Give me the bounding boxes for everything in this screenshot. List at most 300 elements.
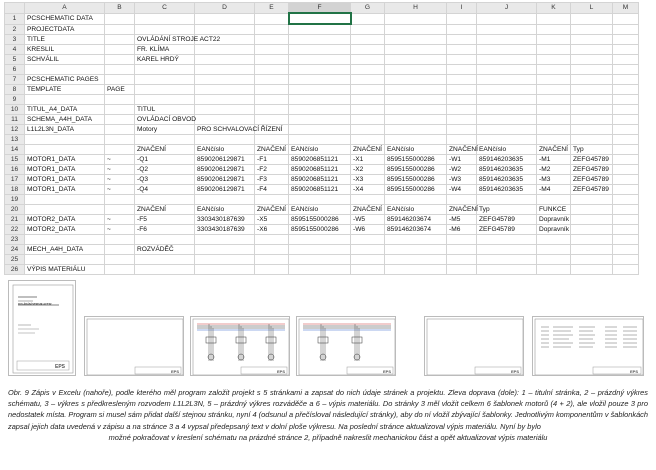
cell[interactable]: 3303430187639: [195, 225, 255, 235]
cell[interactable]: [289, 195, 351, 205]
cell[interactable]: [25, 65, 105, 75]
cell[interactable]: [289, 24, 351, 35]
cell[interactable]: -X2: [351, 165, 385, 175]
cell[interactable]: [477, 95, 537, 105]
cell[interactable]: [195, 85, 255, 95]
cell[interactable]: [255, 235, 289, 245]
cell[interactable]: 8595155000286: [385, 155, 447, 165]
cell[interactable]: [105, 115, 135, 125]
cell[interactable]: [477, 45, 537, 55]
cell[interactable]: [571, 195, 613, 205]
cell[interactable]: [195, 105, 255, 115]
cell[interactable]: [385, 195, 447, 205]
cell[interactable]: [351, 115, 385, 125]
cell[interactable]: ZNAČENÍ: [255, 145, 289, 155]
cell[interactable]: [613, 225, 639, 235]
cell[interactable]: [447, 105, 477, 115]
cell[interactable]: [289, 265, 351, 275]
row-header[interactable]: 23: [5, 235, 25, 245]
cell[interactable]: [289, 235, 351, 245]
cell[interactable]: [105, 95, 135, 105]
column-header-l[interactable]: L: [571, 3, 613, 14]
cell[interactable]: [613, 185, 639, 195]
cell[interactable]: [255, 265, 289, 275]
cell[interactable]: [105, 13, 135, 24]
cell[interactable]: [135, 65, 195, 75]
cell[interactable]: [477, 195, 537, 205]
cell[interactable]: TITUL_A4_DATA: [25, 105, 105, 115]
cell[interactable]: [571, 75, 613, 85]
cell[interactable]: [571, 245, 613, 255]
cell[interactable]: [289, 85, 351, 95]
cell[interactable]: [613, 45, 639, 55]
cell[interactable]: ZNAČENÍ: [447, 205, 477, 215]
cell[interactable]: [351, 135, 385, 145]
cell[interactable]: [613, 265, 639, 275]
column-header-h[interactable]: H: [385, 3, 447, 14]
cell[interactable]: ZNAČENÍ: [135, 145, 195, 155]
cell[interactable]: ZNAČENÍ: [447, 145, 477, 155]
cell[interactable]: ZEFG45789: [571, 175, 613, 185]
cell[interactable]: [537, 255, 571, 265]
cell[interactable]: [613, 145, 639, 155]
cell[interactable]: [447, 35, 477, 45]
cell[interactable]: EANčíslo: [289, 205, 351, 215]
cell[interactable]: [537, 115, 571, 125]
cell[interactable]: ZNAČENÍ: [135, 205, 195, 215]
cell[interactable]: [105, 255, 135, 265]
cell[interactable]: [537, 135, 571, 145]
cell[interactable]: [351, 95, 385, 105]
row-header[interactable]: 16: [5, 165, 25, 175]
cell[interactable]: [571, 135, 613, 145]
column-header-e[interactable]: E: [255, 3, 289, 14]
cell[interactable]: [135, 265, 195, 275]
row-header[interactable]: 17: [5, 175, 25, 185]
cell[interactable]: [477, 115, 537, 125]
cell[interactable]: [477, 65, 537, 75]
cell[interactable]: [613, 35, 639, 45]
cell[interactable]: 3303430187639: [195, 215, 255, 225]
cell[interactable]: -M5: [447, 215, 477, 225]
cell[interactable]: [571, 105, 613, 115]
thumbnail-blank-schematic[interactable]: [84, 316, 184, 376]
cell[interactable]: [477, 235, 537, 245]
cell[interactable]: -F5: [135, 215, 195, 225]
cell[interactable]: -W6: [351, 225, 385, 235]
cell[interactable]: [25, 255, 105, 265]
cell[interactable]: [613, 165, 639, 175]
cell[interactable]: MOTOR1_DATA: [25, 165, 105, 175]
cell[interactable]: [537, 45, 571, 55]
cell[interactable]: [255, 105, 289, 115]
cell[interactable]: [613, 105, 639, 115]
cell[interactable]: 8590206851121: [289, 155, 351, 165]
cell[interactable]: [571, 85, 613, 95]
cell[interactable]: [613, 255, 639, 265]
cell[interactable]: KAREL HRDÝ: [135, 55, 195, 65]
cell[interactable]: ROZVÁDĚČ: [135, 245, 195, 255]
cell[interactable]: [385, 125, 447, 135]
cell[interactable]: -Q3: [135, 175, 195, 185]
cell[interactable]: [537, 85, 571, 95]
cell[interactable]: [571, 65, 613, 75]
cell[interactable]: [255, 115, 289, 125]
cell[interactable]: [385, 35, 447, 45]
cell[interactable]: [613, 215, 639, 225]
cell[interactable]: [351, 195, 385, 205]
cell[interactable]: [477, 125, 537, 135]
cell[interactable]: [195, 65, 255, 75]
thumbnail-blank-switchboard[interactable]: [424, 316, 524, 376]
cell[interactable]: [477, 24, 537, 35]
cell[interactable]: ZNAČENÍ: [537, 145, 571, 155]
cell[interactable]: [447, 55, 477, 65]
cell[interactable]: -X1: [351, 155, 385, 165]
cell[interactable]: [351, 75, 385, 85]
cell[interactable]: [351, 55, 385, 65]
cell[interactable]: [351, 105, 385, 115]
cell[interactable]: [571, 24, 613, 35]
column-header-k[interactable]: K: [537, 3, 571, 14]
cell[interactable]: [571, 45, 613, 55]
row-header[interactable]: 15: [5, 155, 25, 165]
cell[interactable]: ZEFG45789: [571, 165, 613, 175]
cell[interactable]: [571, 125, 613, 135]
thumbnail-title-page[interactable]: [8, 280, 76, 376]
cell[interactable]: ZNAČENÍ: [351, 205, 385, 215]
cell[interactable]: [105, 65, 135, 75]
cell[interactable]: [105, 105, 135, 115]
cell[interactable]: ZEFG45789: [477, 225, 537, 235]
cell[interactable]: [447, 75, 477, 85]
cell[interactable]: [195, 45, 255, 55]
cell[interactable]: [255, 55, 289, 65]
cell[interactable]: -F6: [135, 225, 195, 235]
cell[interactable]: 859146203674: [385, 225, 447, 235]
cell[interactable]: [195, 55, 255, 65]
cell[interactable]: [135, 75, 195, 85]
cell[interactable]: [195, 24, 255, 35]
cell[interactable]: [289, 35, 351, 45]
cell[interactable]: [613, 195, 639, 205]
cell[interactable]: [447, 65, 477, 75]
cell[interactable]: FUNKCE: [537, 205, 571, 215]
cell[interactable]: [351, 45, 385, 55]
cell[interactable]: [105, 55, 135, 65]
cell[interactable]: [195, 245, 255, 255]
cell[interactable]: ZEFG45789: [477, 215, 537, 225]
cell[interactable]: Typ: [477, 205, 537, 215]
cell[interactable]: [25, 95, 105, 105]
cell[interactable]: [135, 95, 195, 105]
cell[interactable]: 8595155000286: [289, 215, 351, 225]
cell[interactable]: -Q2: [135, 165, 195, 175]
cell[interactable]: ZEFG45789: [571, 155, 613, 165]
cell[interactable]: [385, 85, 447, 95]
cell[interactable]: [477, 245, 537, 255]
cell[interactable]: [571, 95, 613, 105]
cell[interactable]: [105, 195, 135, 205]
cell[interactable]: [537, 235, 571, 245]
cell[interactable]: [571, 235, 613, 245]
cell[interactable]: ~: [105, 155, 135, 165]
cell[interactable]: [571, 215, 613, 225]
cell[interactable]: -Q1: [135, 155, 195, 165]
cell[interactable]: -M6: [447, 225, 477, 235]
cell[interactable]: -W3: [447, 175, 477, 185]
cell[interactable]: SCHEMA_A4H_DATA: [25, 115, 105, 125]
column-header-a[interactable]: A: [25, 3, 105, 14]
cell[interactable]: [613, 85, 639, 95]
cell[interactable]: [447, 255, 477, 265]
cell[interactable]: [351, 24, 385, 35]
cell[interactable]: [613, 75, 639, 85]
cell[interactable]: [537, 75, 571, 85]
cell[interactable]: [135, 24, 195, 35]
cell[interactable]: [477, 265, 537, 275]
cell[interactable]: [105, 75, 135, 85]
cell[interactable]: ~: [105, 175, 135, 185]
cell[interactable]: Dopravník: [537, 215, 571, 225]
cell[interactable]: [351, 35, 385, 45]
cell[interactable]: [447, 125, 477, 135]
cell[interactable]: [351, 125, 385, 135]
cell[interactable]: [195, 235, 255, 245]
cell[interactable]: -W2: [447, 165, 477, 175]
cell[interactable]: [255, 85, 289, 95]
cell[interactable]: [289, 75, 351, 85]
cell[interactable]: Typ: [571, 145, 613, 155]
cell[interactable]: [571, 13, 613, 24]
row-header[interactable]: 14: [5, 145, 25, 155]
cell[interactable]: 8590206851121: [289, 165, 351, 175]
column-header-m[interactable]: M: [613, 3, 639, 14]
cell[interactable]: 859146203635: [477, 165, 537, 175]
cell[interactable]: [255, 255, 289, 265]
column-header-i[interactable]: I: [447, 3, 477, 14]
cell[interactable]: [537, 65, 571, 75]
cell[interactable]: [105, 125, 135, 135]
cell[interactable]: [135, 235, 195, 245]
cell[interactable]: [351, 13, 385, 24]
cell[interactable]: [195, 255, 255, 265]
column-header-c[interactable]: C: [135, 3, 195, 14]
cell[interactable]: [447, 95, 477, 105]
cell[interactable]: [447, 195, 477, 205]
cell[interactable]: [105, 145, 135, 155]
cell[interactable]: MOTOR2_DATA: [25, 225, 105, 235]
cell[interactable]: [105, 265, 135, 275]
cell[interactable]: [613, 135, 639, 145]
cell[interactable]: [537, 55, 571, 65]
cell[interactable]: Motory: [135, 125, 195, 135]
row-header[interactable]: 6: [5, 65, 25, 75]
cell[interactable]: [135, 255, 195, 265]
cell[interactable]: [289, 65, 351, 75]
cell[interactable]: 8590206129871: [195, 185, 255, 195]
cell[interactable]: EANčíslo: [195, 145, 255, 155]
column-header-j[interactable]: J: [477, 3, 537, 14]
cell[interactable]: [571, 255, 613, 265]
cell[interactable]: ZNAČENÍ: [351, 145, 385, 155]
cell[interactable]: [105, 245, 135, 255]
cell[interactable]: 859146203635: [477, 185, 537, 195]
cell[interactable]: [195, 195, 255, 205]
cell[interactable]: EANčíslo: [385, 205, 447, 215]
cell[interactable]: TITLE: [25, 35, 105, 45]
cell[interactable]: [351, 65, 385, 75]
cell[interactable]: [105, 205, 135, 215]
cell[interactable]: TEMPLATE: [25, 85, 105, 95]
cell[interactable]: [195, 135, 255, 145]
cell[interactable]: [25, 235, 105, 245]
cell[interactable]: FR. KLÍMA: [135, 45, 195, 55]
cell[interactable]: [571, 205, 613, 215]
cell[interactable]: [477, 85, 537, 95]
cell[interactable]: -M1: [537, 155, 571, 165]
cell[interactable]: [289, 45, 351, 55]
cell[interactable]: [447, 245, 477, 255]
cell[interactable]: EANčíslo: [477, 145, 537, 155]
cell[interactable]: [105, 235, 135, 245]
row-header[interactable]: 7: [5, 75, 25, 85]
cell[interactable]: [289, 95, 351, 105]
cell[interactable]: -F1: [255, 155, 289, 165]
cell[interactable]: [613, 65, 639, 75]
cell[interactable]: MOTOR2_DATA: [25, 215, 105, 225]
cell[interactable]: [477, 35, 537, 45]
cell[interactable]: 8590206129871: [195, 175, 255, 185]
row-header[interactable]: 20: [5, 205, 25, 215]
cell[interactable]: [255, 13, 289, 24]
row-header[interactable]: 9: [5, 95, 25, 105]
cell[interactable]: 8590206851121: [289, 185, 351, 195]
cell[interactable]: MECH_A4H_DATA: [25, 245, 105, 255]
cell[interactable]: [351, 235, 385, 245]
cell[interactable]: [571, 265, 613, 275]
cell[interactable]: [447, 24, 477, 35]
cell[interactable]: -Q4: [135, 185, 195, 195]
cell[interactable]: [477, 255, 537, 265]
cell[interactable]: EANčíslo: [385, 145, 447, 155]
cell[interactable]: [537, 13, 571, 24]
row-header[interactable]: 26: [5, 265, 25, 275]
row-header[interactable]: 5: [5, 55, 25, 65]
cell[interactable]: [385, 65, 447, 75]
cell[interactable]: TITUL: [135, 105, 195, 115]
cell[interactable]: [25, 195, 105, 205]
cell[interactable]: [477, 105, 537, 115]
cell[interactable]: [447, 265, 477, 275]
cell[interactable]: [447, 235, 477, 245]
cell[interactable]: -W1: [447, 155, 477, 165]
cell[interactable]: [447, 135, 477, 145]
cell[interactable]: 8595155000286: [289, 225, 351, 235]
cell[interactable]: L1L2L3N_DATA: [25, 125, 105, 135]
cell[interactable]: -F2: [255, 165, 289, 175]
cell[interactable]: [447, 13, 477, 24]
row-header[interactable]: 4: [5, 45, 25, 55]
cell[interactable]: MOTOR1_DATA: [25, 155, 105, 165]
cell[interactable]: MOTOR1_DATA: [25, 185, 105, 195]
cell[interactable]: [195, 265, 255, 275]
cell[interactable]: OVLÁDÁNÍ STROJE ACT22: [135, 35, 195, 45]
cell[interactable]: [351, 85, 385, 95]
cell[interactable]: [135, 85, 195, 95]
cell[interactable]: 8590206851121: [289, 175, 351, 185]
cell[interactable]: [385, 235, 447, 245]
cell[interactable]: [613, 24, 639, 35]
row-header[interactable]: 25: [5, 255, 25, 265]
cell[interactable]: [25, 135, 105, 145]
row-header[interactable]: 10: [5, 105, 25, 115]
cell[interactable]: [289, 255, 351, 265]
cell[interactable]: [105, 35, 135, 45]
cell[interactable]: [385, 135, 447, 145]
cell[interactable]: [255, 24, 289, 35]
cell[interactable]: [613, 13, 639, 24]
cell[interactable]: [613, 155, 639, 165]
cell[interactable]: 8595155000286: [385, 175, 447, 185]
cell[interactable]: [195, 95, 255, 105]
cell[interactable]: -W4: [447, 185, 477, 195]
cell[interactable]: [537, 35, 571, 45]
cell[interactable]: [477, 135, 537, 145]
cell[interactable]: PCSCHEMATIC DATA: [25, 13, 105, 24]
cell[interactable]: [571, 35, 613, 45]
cell[interactable]: [385, 255, 447, 265]
cell[interactable]: [195, 13, 255, 24]
cell[interactable]: [105, 135, 135, 145]
cell[interactable]: [385, 95, 447, 105]
column-header-d[interactable]: D: [195, 3, 255, 14]
cell[interactable]: [477, 13, 537, 24]
cell[interactable]: 8595155000286: [385, 185, 447, 195]
select-all-corner[interactable]: [5, 3, 25, 14]
cell[interactable]: [537, 195, 571, 205]
cell[interactable]: -M4: [537, 185, 571, 195]
cell[interactable]: -X4: [351, 185, 385, 195]
cell[interactable]: [613, 245, 639, 255]
cell[interactable]: [537, 245, 571, 255]
cell[interactable]: [255, 75, 289, 85]
row-header[interactable]: 3: [5, 35, 25, 45]
cell[interactable]: [195, 75, 255, 85]
row-header[interactable]: 13: [5, 135, 25, 145]
cell[interactable]: [385, 13, 447, 24]
cell[interactable]: -X6: [255, 225, 289, 235]
cell[interactable]: [289, 13, 351, 24]
cell[interactable]: [25, 205, 105, 215]
cell[interactable]: [385, 245, 447, 255]
row-header[interactable]: 18: [5, 185, 25, 195]
cell[interactable]: [613, 95, 639, 105]
cell[interactable]: ~: [105, 185, 135, 195]
cell[interactable]: [537, 265, 571, 275]
cell[interactable]: [255, 45, 289, 55]
cell[interactable]: 8590206129871: [195, 155, 255, 165]
cell[interactable]: [537, 95, 571, 105]
cell[interactable]: [255, 35, 289, 45]
cell[interactable]: [351, 265, 385, 275]
cell[interactable]: ZEFG45789: [571, 185, 613, 195]
cell[interactable]: -W5: [351, 215, 385, 225]
cell[interactable]: [289, 245, 351, 255]
column-header-g[interactable]: G: [351, 3, 385, 14]
row-header[interactable]: 11: [5, 115, 25, 125]
cell[interactable]: PRO SCHVALOVACÍ ŘÍZENÍ: [195, 125, 255, 135]
